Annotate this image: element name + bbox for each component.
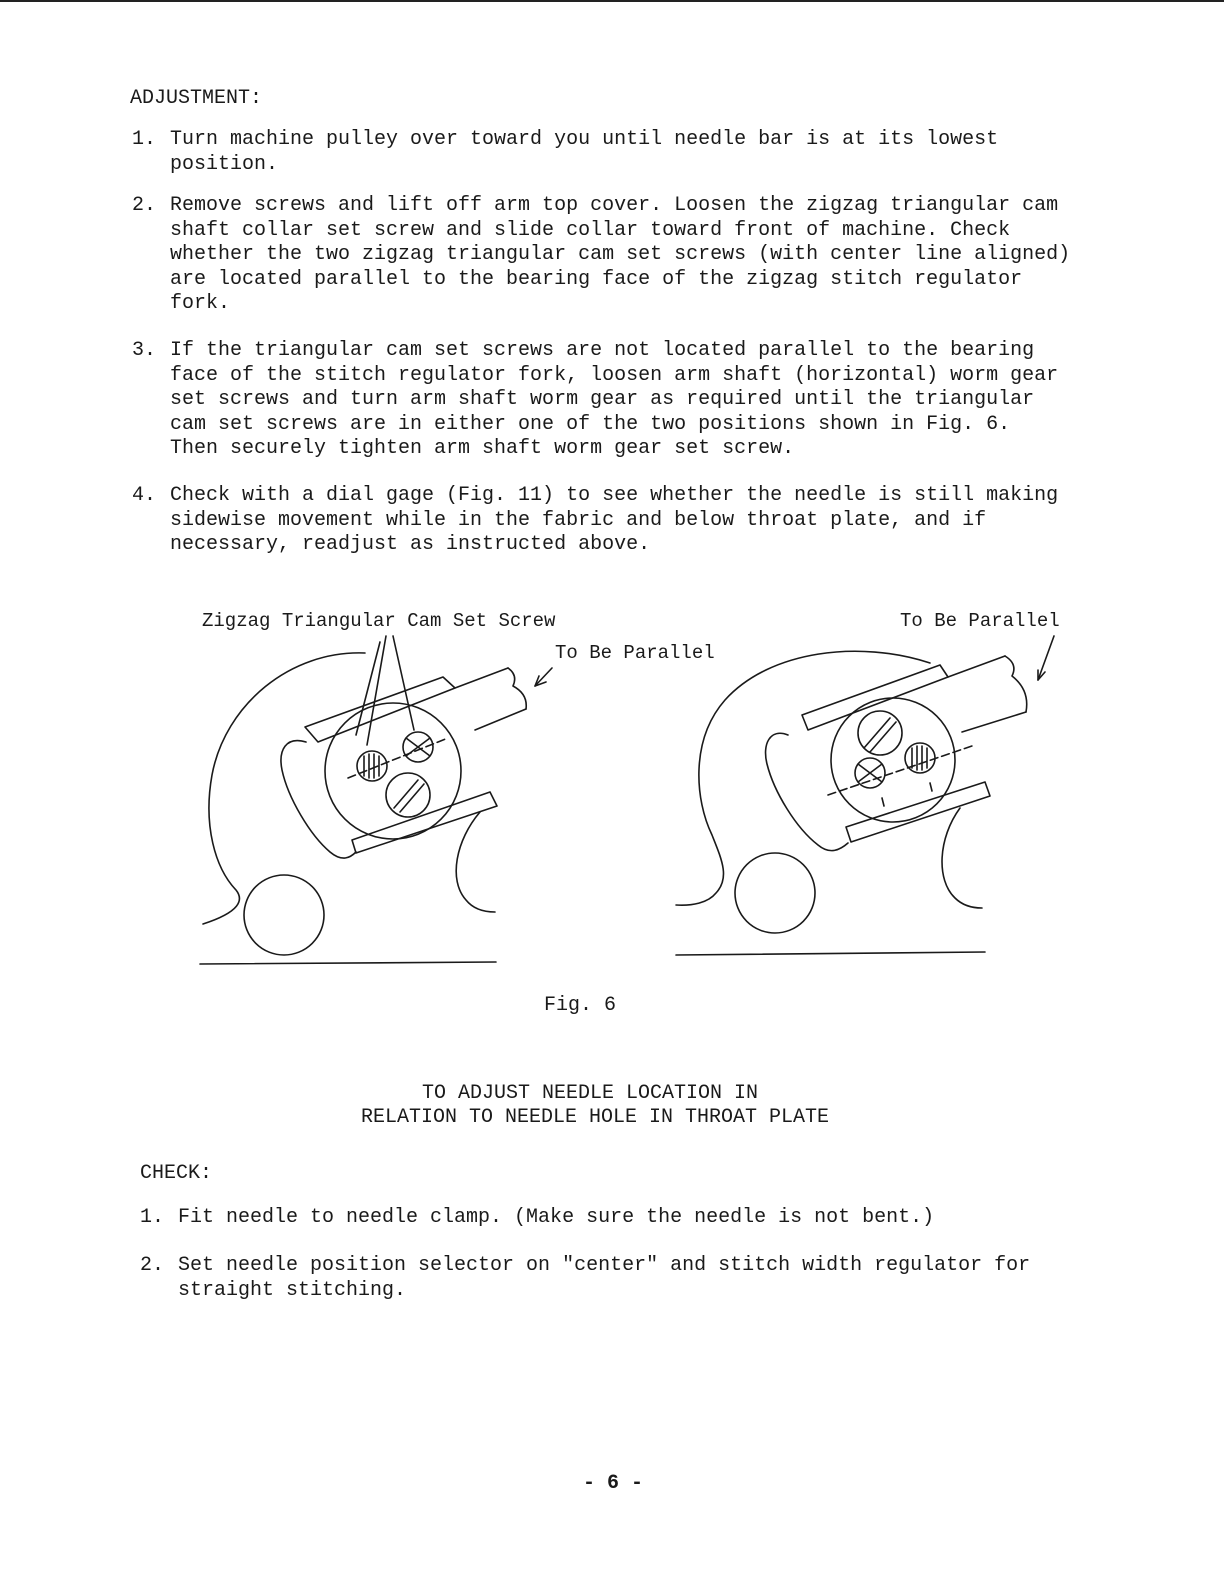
step-number: 3. [132, 339, 157, 362]
right-upper-bar [802, 665, 948, 730]
left-bottom-circle [244, 875, 324, 955]
left-body-outline [203, 653, 365, 924]
step-line: Check with a dial gage (Fig. 11) to see whether the needle is still making [170, 484, 1059, 507]
figure-caption: Fig. 6 [544, 994, 617, 1017]
step-line: are located parallel to the bearing face of the zigzag stitch regulator [170, 267, 1023, 291]
right-shaft-top [948, 656, 1005, 677]
left-leader-2 [393, 636, 414, 730]
step-line: necessary, readjust as instructed above. [170, 533, 651, 556]
label-parallel-right: To Be Parallel [900, 610, 1060, 632]
step-line: Then securely tighten arm shaft worm gear set screw. [170, 437, 795, 460]
step-number: 2. [132, 194, 157, 217]
step-line: fork. [170, 292, 231, 315]
step-number: 1. [140, 1206, 165, 1229]
step-line: sidewise movement while in the fabric and below throat plate, and if [170, 508, 987, 532]
section-title-line-2: RELATION TO NEEDLE HOLE IN THROAT PLATE [360, 1106, 830, 1129]
step-line: whether the two zigzag triangular cam set screws (with center line aligned) [170, 243, 1071, 266]
step-number: 1. [132, 128, 157, 151]
step-line: Turn machine pulley over toward you until needle bar is at its lowest [170, 128, 999, 151]
left-throat-plate-line [200, 962, 496, 964]
step-line: Fit needle to needle clamp. (Make sure the needle is not bent.) [178, 1206, 935, 1229]
right-set-screw-2 [905, 743, 935, 773]
left-cam-drawing [200, 636, 552, 964]
step-number: 2. [140, 1254, 165, 1277]
right-lower-bar [846, 782, 990, 842]
adjustment-heading: ADJUSTMENT: [130, 87, 263, 110]
left-lower-arm [456, 812, 495, 912]
left-shaft-bottom [475, 709, 526, 730]
step-line: Remove screws and lift off arm top cover. Loosen the zigzag triangular cam [170, 194, 1059, 217]
left-set-screw-3 [386, 773, 430, 817]
left-shaft-break [508, 668, 526, 709]
page-number: - 6 - [583, 1472, 644, 1495]
right-parallel-arrow [1038, 636, 1054, 680]
left-upper-bar [305, 677, 455, 742]
left-lower-bar [352, 792, 497, 853]
step-line: straight stitching. [178, 1278, 407, 1302]
left-center-line [348, 738, 448, 778]
step-line: cam set screws are in either one of the two positions shown in Fig. 6. [170, 412, 1011, 436]
right-bottom-circle [735, 853, 815, 933]
step-number: 4. [132, 484, 157, 507]
check-heading: CHECK: [140, 1162, 213, 1185]
right-lower-arm [942, 808, 982, 908]
step-line: set screws and turn arm shaft worm gear as required until the triangular [170, 388, 1035, 411]
left-cam-disc [325, 703, 461, 839]
right-cam-disc [831, 698, 955, 822]
step-line: Set needle position selector on "center" and stitch width regulator for [178, 1254, 1031, 1277]
label-parallel-left: To Be Parallel [555, 642, 715, 664]
left-leader-1 [367, 636, 386, 745]
step-line: face of the stitch regulator fork, loosen arm shaft (horizontal) worm gear [170, 363, 1059, 387]
label-cam-set-screw: Zigzag Triangular Cam Set Screw [202, 610, 556, 632]
left-shaft-top [455, 668, 508, 688]
step-line: shaft collar set screw and slide collar toward front of machine. Check [170, 218, 1011, 242]
left-set-screw-1 [357, 751, 387, 781]
left-fork-outline [281, 741, 356, 858]
right-throat-plate-line [676, 952, 985, 955]
right-center-line [828, 746, 972, 795]
step-line: If the triangular cam set screws are not located parallel to the bearing [170, 339, 1035, 362]
step-line: position. [170, 152, 279, 176]
right-cam-drawing [676, 636, 1054, 955]
right-shaft-break [1005, 656, 1027, 712]
right-shaft-bottom [962, 712, 1026, 732]
section-title-line-1: TO ADJUST NEEDLE LOCATION IN [421, 1082, 759, 1105]
right-body-outline [676, 651, 930, 905]
